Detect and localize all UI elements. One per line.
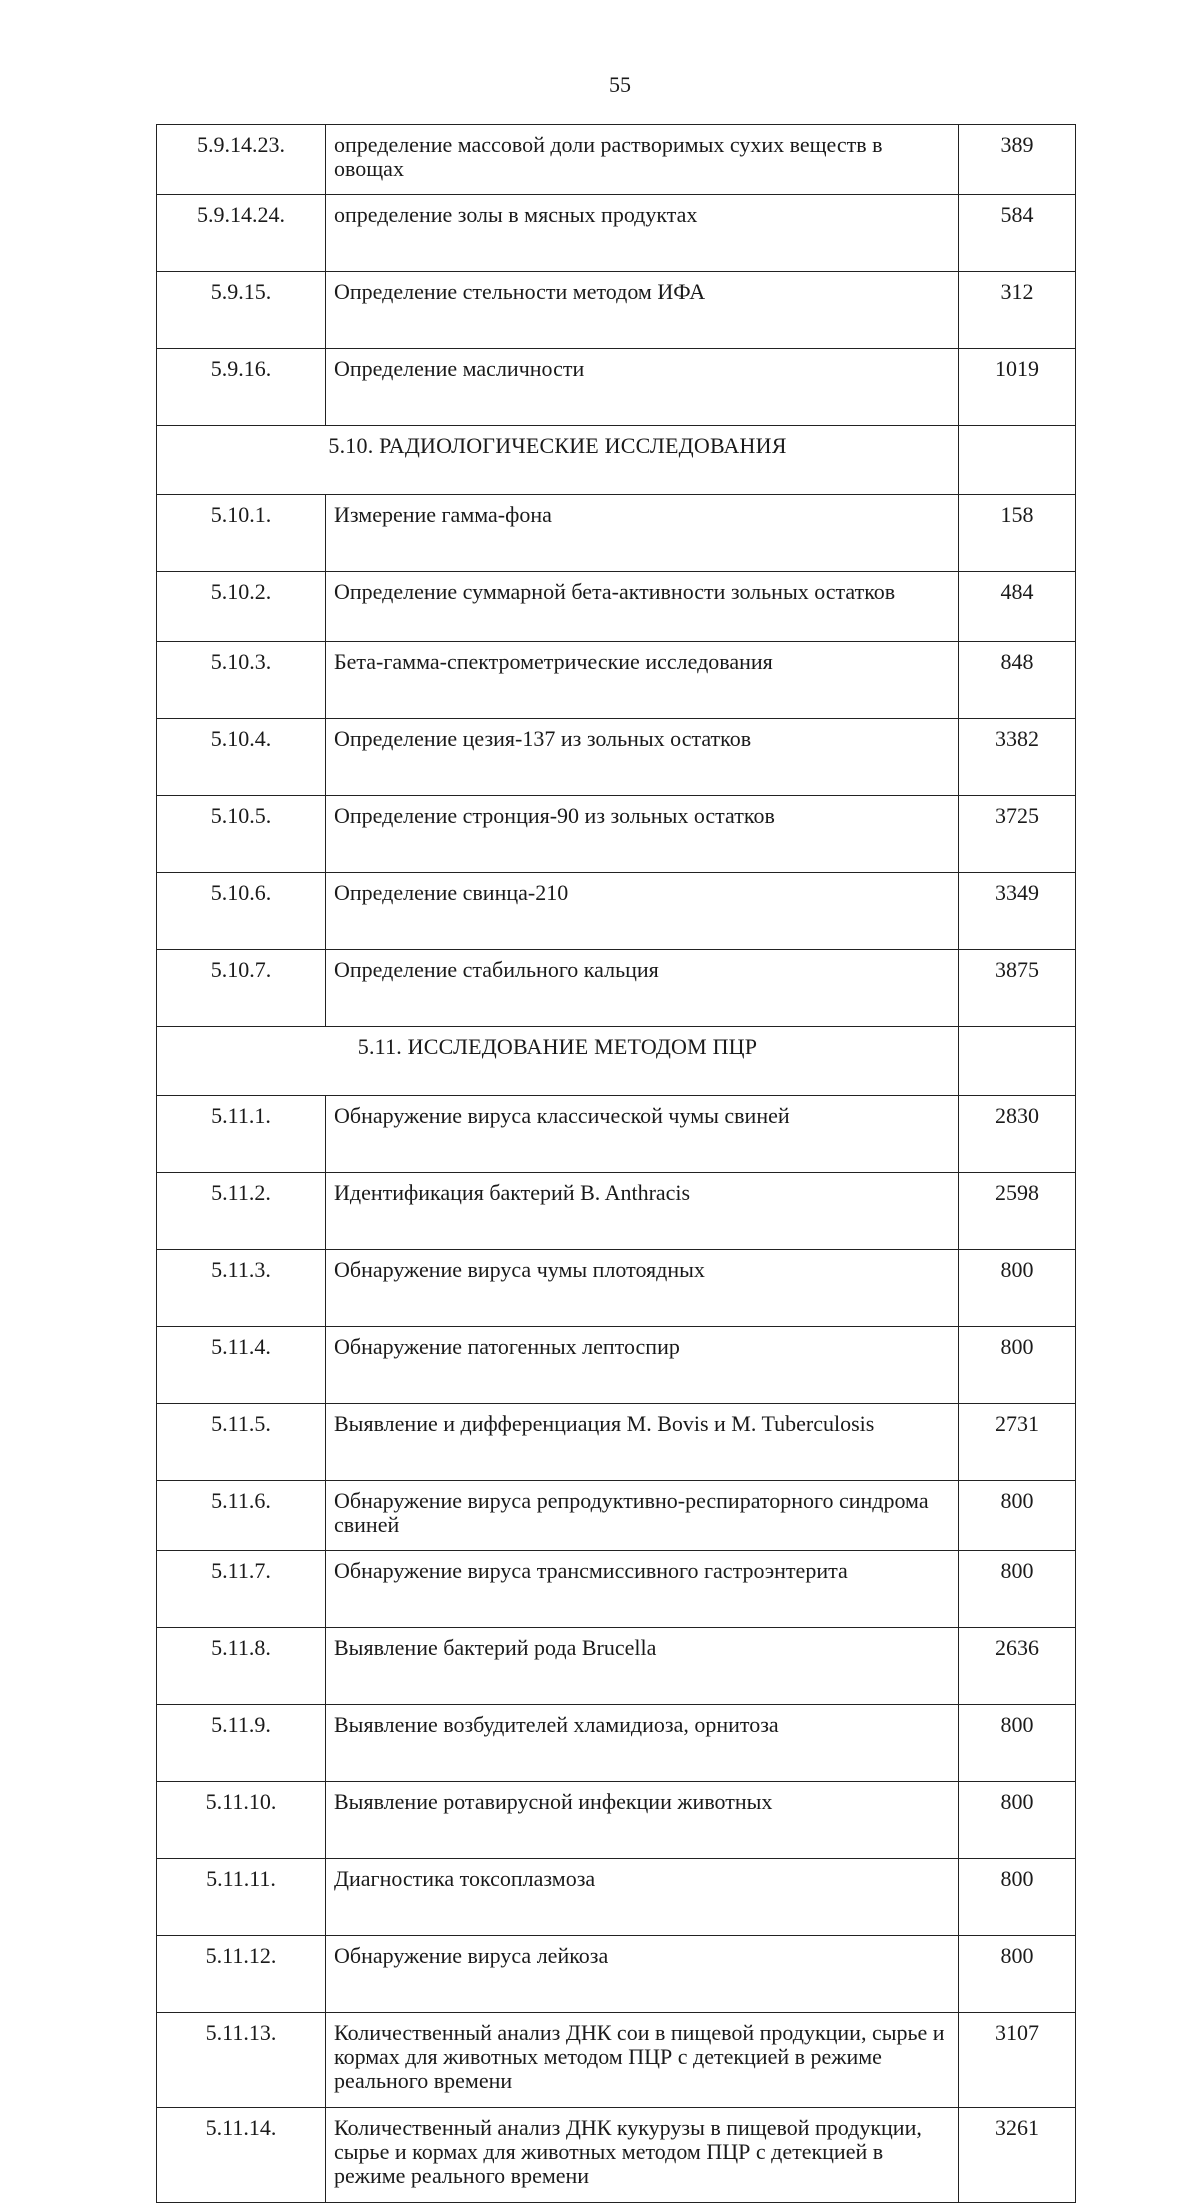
table-row [157, 642, 1076, 719]
item-code: 5.11.9. [157, 1705, 326, 1782]
table-row [157, 1936, 1076, 2013]
table-row [157, 272, 1076, 349]
item-code: 5.10.3. [157, 642, 326, 719]
table-row [157, 1096, 1076, 1173]
item-code: 5.9.15. [157, 272, 326, 349]
item-name: Определение свинца-210 [326, 873, 959, 950]
item-code: 5.9.16. [157, 349, 326, 426]
table-row [157, 1859, 1076, 1936]
item-price: 3875 [959, 950, 1076, 1027]
item-code: 5.11.2. [157, 1173, 326, 1250]
item-price: 389 [959, 125, 1076, 195]
item-code: 5.10.5. [157, 796, 326, 873]
item-name: Выявление бактерий рода Brucella [326, 1628, 959, 1705]
item-price: 800 [959, 1481, 1076, 1551]
table-row [157, 2108, 1076, 2203]
item-code: 5.10.1. [157, 495, 326, 572]
item-price: 484 [959, 572, 1076, 642]
item-name: Определение суммарной бета-активности зольных остатков [326, 572, 959, 642]
item-code: 5.10.4. [157, 719, 326, 796]
item-name: Определение стельности методом ИФА [326, 272, 959, 349]
table-row [157, 1250, 1076, 1327]
table-row [157, 1628, 1076, 1705]
section-title: 5.10. РАДИОЛОГИЧЕСКИЕ ИССЛЕДОВАНИЯ [157, 426, 959, 495]
table-row [157, 495, 1076, 572]
table-row [157, 125, 1076, 195]
item-code: 5.11.7. [157, 1551, 326, 1628]
item-code: 5.11.6. [157, 1481, 326, 1551]
item-name: определение массовой доли растворимых сухих веществ в овощах [326, 125, 959, 195]
item-name: Обнаружение вируса чумы плотоядных [326, 1250, 959, 1327]
item-price: 800 [959, 1936, 1076, 2013]
item-name: Обнаружение вируса репродуктивно-респираторного синдрома свиней [326, 1481, 959, 1551]
item-code: 5.11.4. [157, 1327, 326, 1404]
section-row [157, 426, 1076, 495]
item-name: определение золы в мясных продуктах [326, 195, 959, 272]
item-name: Обнаружение вируса трансмиссивного гастроэнтерита [326, 1551, 959, 1628]
item-code: 5.9.14.23. [157, 125, 326, 195]
table-row [157, 950, 1076, 1027]
item-name: Определение стронция-90 из зольных остатков [326, 796, 959, 873]
item-code: 5.11.12. [157, 1936, 326, 2013]
item-name: Выявление и дифференциация M. Bovis и M. Tuberculosis [326, 1404, 959, 1481]
item-price: 800 [959, 1551, 1076, 1628]
item-name: Выявление возбудителей хламидиоза, орнитоза [326, 1705, 959, 1782]
table-row [157, 1327, 1076, 1404]
page-number: 55 [609, 72, 631, 97]
item-name: Определение стабильного кальция [326, 950, 959, 1027]
item-name: Бета-гамма-спектрометрические исследования [326, 642, 959, 719]
item-name: Выявление ротавирусной инфекции животных [326, 1782, 959, 1859]
item-price: 3261 [959, 2108, 1076, 2203]
table-row [157, 873, 1076, 950]
item-name: Обнаружение вируса лейкоза [326, 1936, 959, 2013]
item-price: 800 [959, 1705, 1076, 1782]
item-price: 2636 [959, 1628, 1076, 1705]
section-row [157, 1027, 1076, 1096]
item-price: 3107 [959, 2013, 1076, 2108]
price-table [156, 124, 1076, 2203]
item-code: 5.11.3. [157, 1250, 326, 1327]
item-name: Определение цезия-137 из зольных остатков [326, 719, 959, 796]
item-code: 5.9.14.24. [157, 195, 326, 272]
item-name: Идентификация бактерий B. Anthracis [326, 1173, 959, 1250]
item-price: 2731 [959, 1404, 1076, 1481]
item-name: Определение масличности [326, 349, 959, 426]
item-code: 5.11.8. [157, 1628, 326, 1705]
section-title: 5.11. ИССЛЕДОВАНИЕ МЕТОДОМ ПЦР [157, 1027, 959, 1096]
table-row [157, 195, 1076, 272]
item-code: 5.11.1. [157, 1096, 326, 1173]
item-name: Обнаружение патогенных лептоспир [326, 1327, 959, 1404]
item-name: Диагностика токсоплазмоза [326, 1859, 959, 1936]
table-row [157, 2013, 1076, 2108]
item-price: 584 [959, 195, 1076, 272]
table-row [157, 1551, 1076, 1628]
item-name: Обнаружение вируса классической чумы свиней [326, 1096, 959, 1173]
item-price: 158 [959, 495, 1076, 572]
table-row [157, 349, 1076, 426]
item-code: 5.11.13. [157, 2013, 326, 2108]
item-price: 2598 [959, 1173, 1076, 1250]
table-row [157, 1481, 1076, 1551]
table-row [157, 572, 1076, 642]
item-price: 2830 [959, 1096, 1076, 1173]
table-row [157, 719, 1076, 796]
item-price: 3349 [959, 873, 1076, 950]
item-code: 5.11.10. [157, 1782, 326, 1859]
item-name: Количественный анализ ДНК сои в пищевой продукции, сырье и кормах для животных методом ПЦР с детекцией в режиме реального времени [326, 2013, 959, 2108]
item-price [959, 1027, 1076, 1096]
item-code: 5.10.7. [157, 950, 326, 1027]
item-name: Количественный анализ ДНК кукурузы в пищевой продукции, сырье и кормах для животных методом ПЦР с детекцией в режиме реального времени [326, 2108, 959, 2203]
item-code: 5.11.5. [157, 1404, 326, 1481]
item-code: 5.10.2. [157, 572, 326, 642]
table-row [157, 1705, 1076, 1782]
item-price: 800 [959, 1250, 1076, 1327]
item-code: 5.11.14. [157, 2108, 326, 2203]
table-row [157, 796, 1076, 873]
table-row [157, 1173, 1076, 1250]
item-price [959, 426, 1076, 495]
item-price: 848 [959, 642, 1076, 719]
table-row [157, 1782, 1076, 1859]
item-name: Измерение гамма-фона [326, 495, 959, 572]
item-price: 800 [959, 1859, 1076, 1936]
item-price: 800 [959, 1327, 1076, 1404]
item-price: 800 [959, 1782, 1076, 1859]
item-price: 3382 [959, 719, 1076, 796]
item-price: 312 [959, 272, 1076, 349]
item-price: 3725 [959, 796, 1076, 873]
table-row [157, 1404, 1076, 1481]
item-code: 5.11.11. [157, 1859, 326, 1936]
item-price: 1019 [959, 349, 1076, 426]
item-code: 5.10.6. [157, 873, 326, 950]
